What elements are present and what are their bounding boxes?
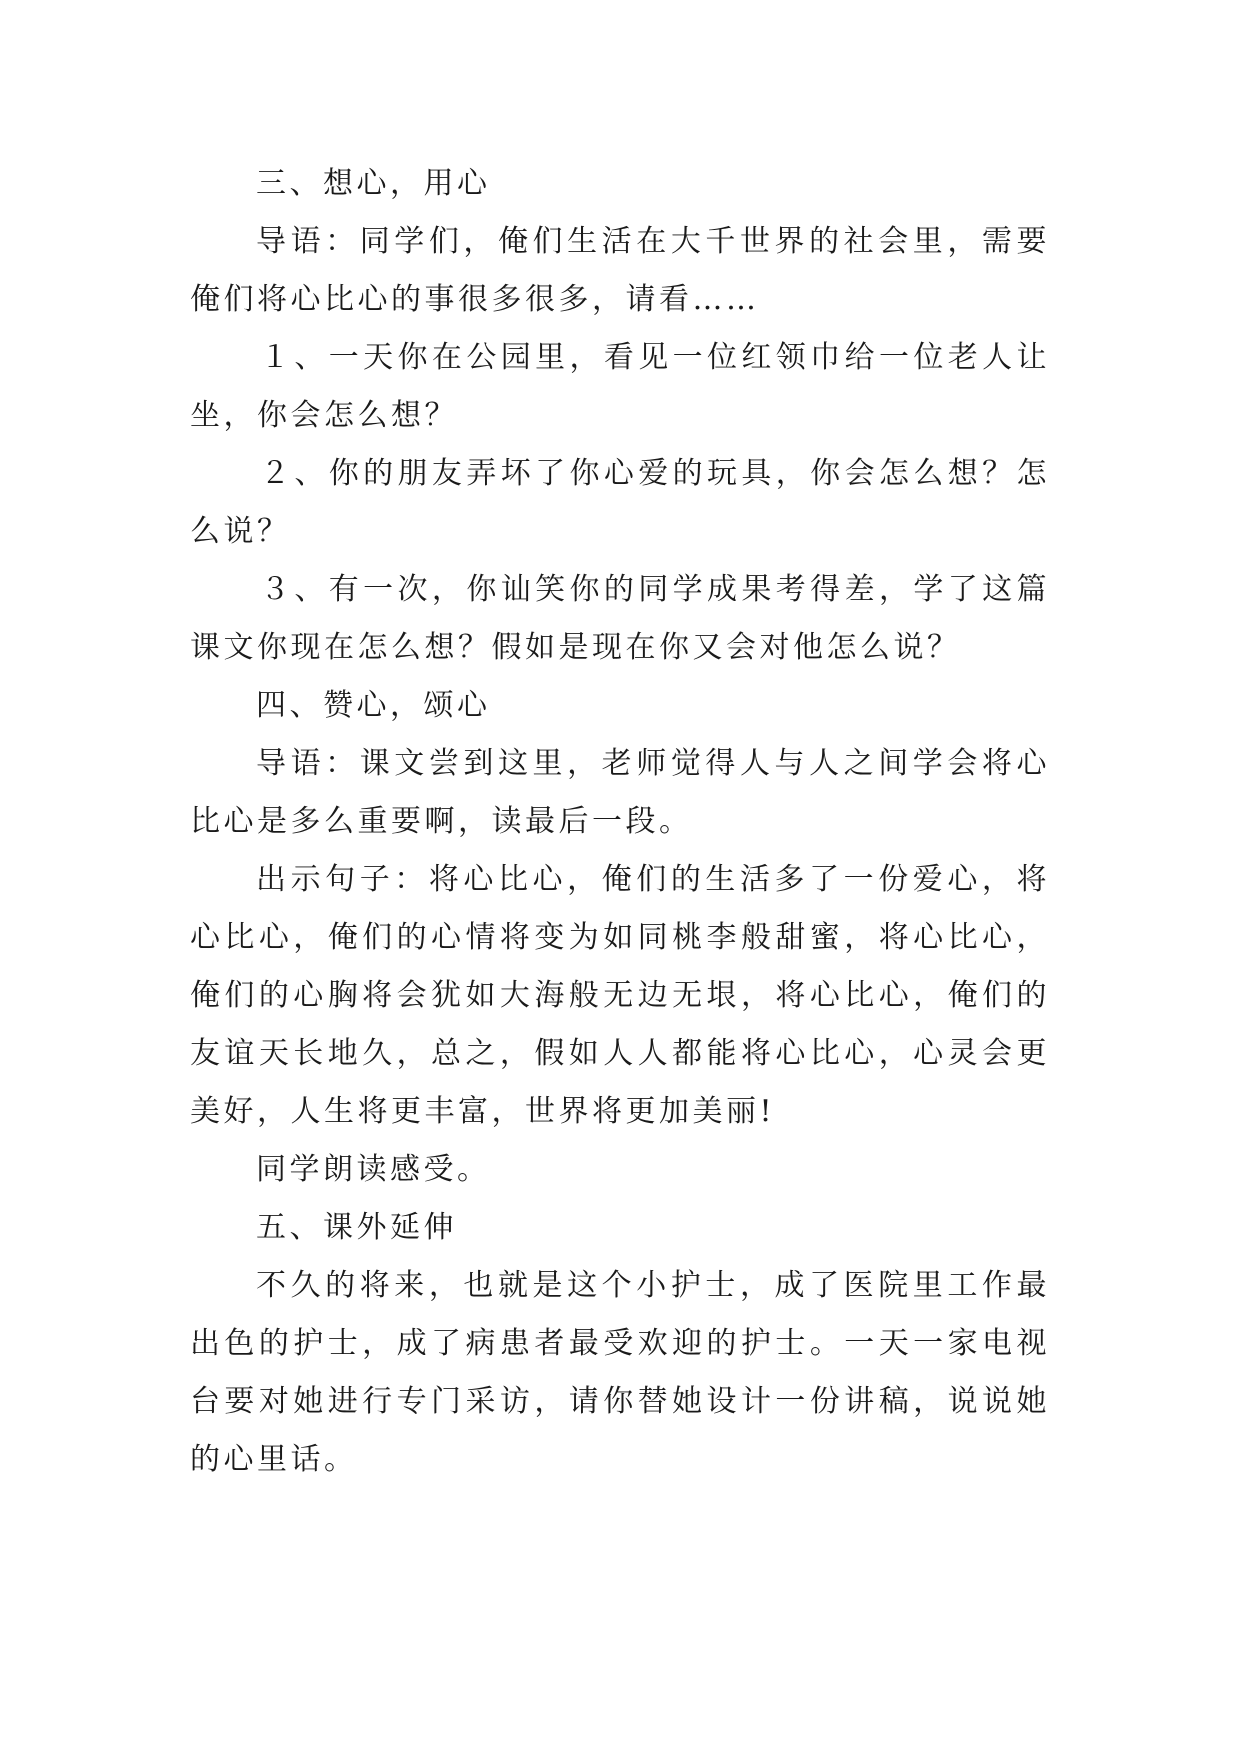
document-body [190,155,1050,1489]
intro-paragraph-two: 导语：课文尝到这里，老师觉得人与人之间学会将心比心是多么重要啊，读最后一段。 [190,746,1050,839]
extension-paragraph: 不久的将来，也就是这个小护士，成了医院里工作最出色的护士，成了病患者最受欢迎的护士。一天一家电视台要对她进行专门采访，请你替她设计一份讲稿，说说她的心里话。 [190,1268,1050,1477]
question-item-2: ２、你的朋友弄坏了你心爱的玩具，你会怎么想？怎么说？ [190,456,1050,549]
section-heading-five: 五、课外延伸 [256,1210,457,1245]
reading-instruction: 同学朗读感受。 [256,1152,491,1187]
question-item-1: １、一天你在公园里，看见一位红领巾给一位老人让坐，你会怎么想？ [190,340,1050,433]
intro-paragraph: 导语：同学们，俺们生活在大千世界的社会里，需要俺们将心比心的事很多很多，请看…… [190,224,1050,317]
section-heading-four: 四、赞心，颂心 [256,688,491,723]
quoted-sentence-paragraph: 出示句子：将心比心，俺们的生活多了一份爱心，将心比心，俺们的心情将变为如同桃李般甜蜜，将心比心，俺们的心胸将会犹如大海般无边无垠，将心比心，俺们的友谊天长地久，总之，假如人人都能将心比心，心灵会更美好，人生将更丰富，世界将更加美丽! [190,862,1050,1129]
section-heading-three: 三、想心，用心 [256,166,491,201]
question-item-3: ３、有一次，你讪笑你的同学成果考得差，学了这篇课文你现在怎么想？假如是现在你又会对他怎么说？ [190,572,1050,665]
